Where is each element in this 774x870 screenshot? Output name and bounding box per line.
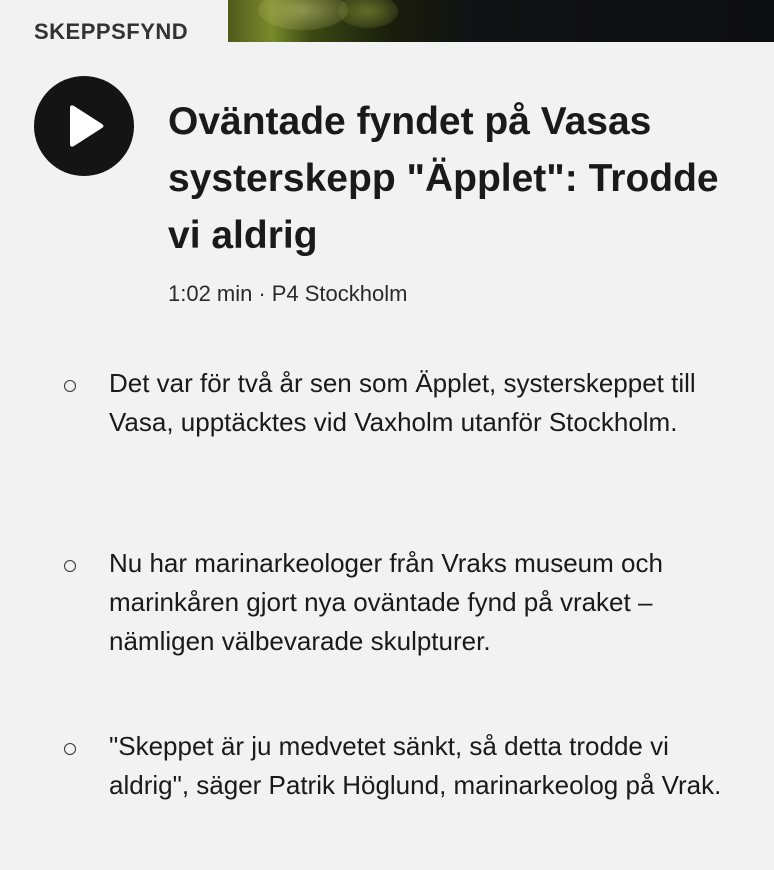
- list-item-text: Nu har marinarkeologer från Vraks museum och marinkåren gjort nya oväntade fynd på vraket – nämligen välbevarade skulpturer.: [109, 548, 663, 656]
- play-icon: [34, 76, 134, 176]
- article-meta: [168, 281, 407, 307]
- hero-image[interactable]: [228, 0, 774, 42]
- circle-outline-icon: [64, 560, 76, 572]
- hero-image-highlight: [258, 0, 348, 30]
- top-bar: [0, 0, 774, 42]
- channel-name[interactable]: P4 Stockholm: [271, 281, 408, 306]
- list-item-text: "Skeppet är ju medvetet sänkt, så detta trodde vi aldrig", säger Patrik Höglund, marinarkeolog på Vrak.: [109, 731, 722, 800]
- play-button[interactable]: [34, 76, 134, 176]
- meta-separator: ·: [258, 281, 266, 306]
- circle-outline-icon: [64, 743, 76, 755]
- category-label[interactable]: SKEPPSFYND: [34, 19, 189, 44]
- list-item-text: Det var för två år sen som Äpplet, systerskeppet till Vasa, upptäcktes vid Vaxholm utanför Stockholm.: [109, 368, 696, 437]
- hero-image-highlight: [338, 0, 398, 28]
- audio-duration: 1:02 min: [168, 281, 253, 306]
- article-title[interactable]: Oväntade fyndet på Vasas systerskepp "Äpplet": Trodde vi aldrig: [168, 100, 719, 257]
- circle-outline-icon: [64, 380, 76, 392]
